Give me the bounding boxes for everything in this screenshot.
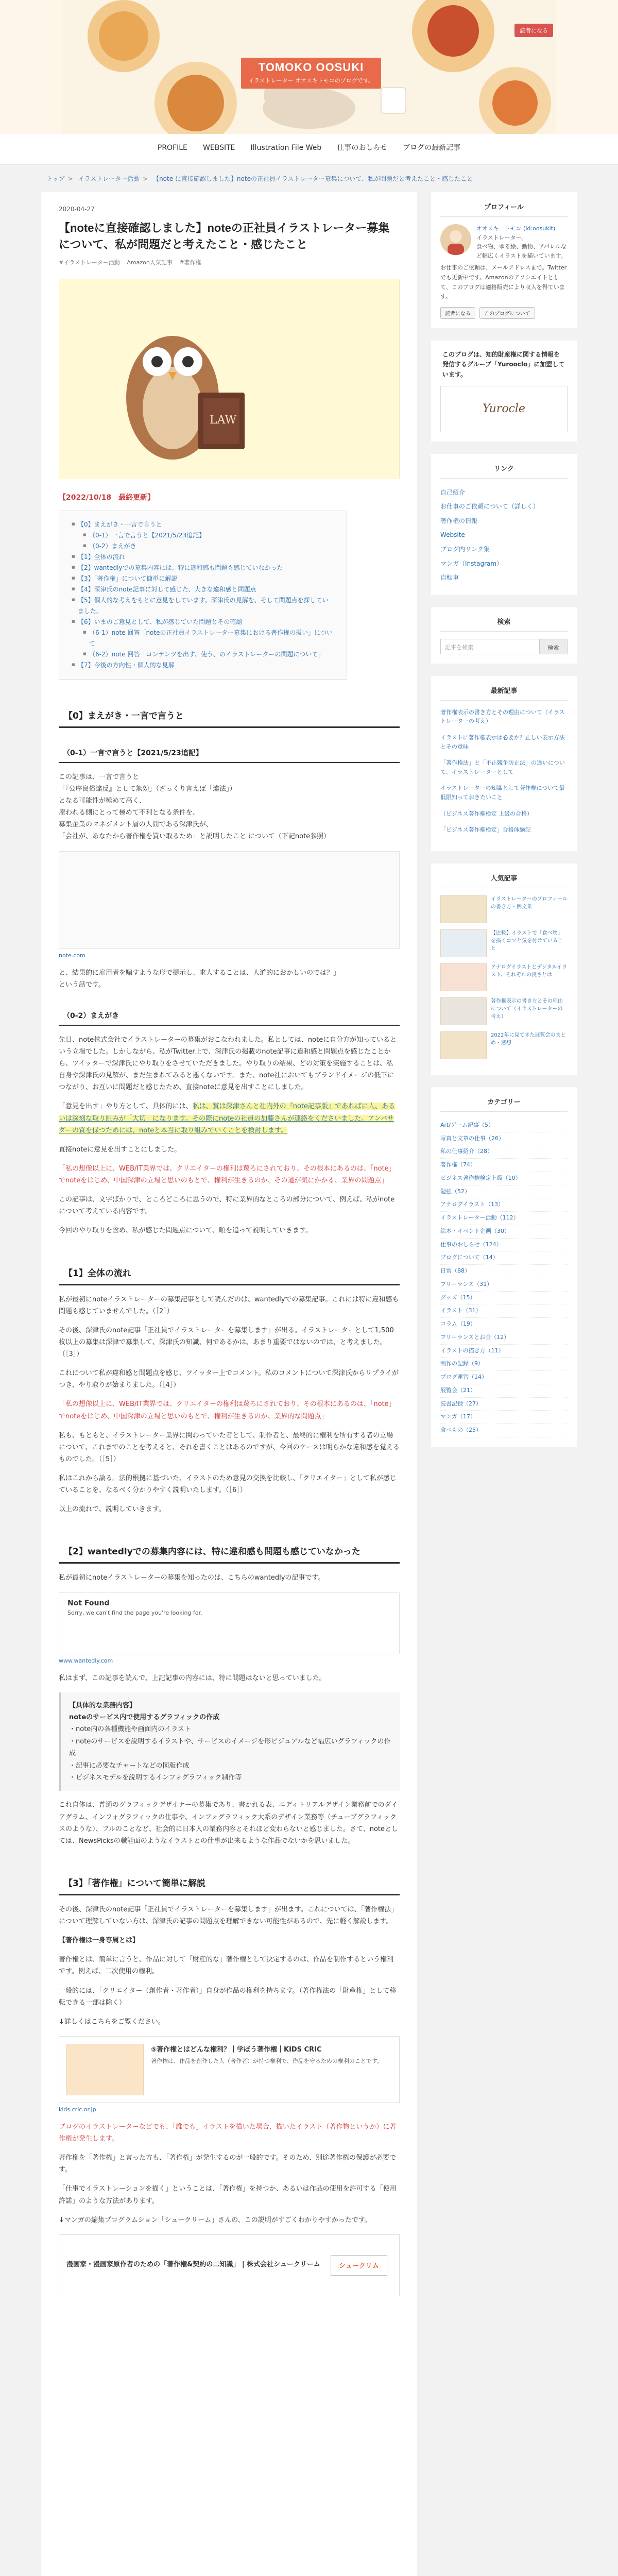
category-link[interactable]: 写真と文章の仕事（26） xyxy=(440,1132,568,1146)
category-link[interactable]: 私の仕事紹介（28） xyxy=(440,1145,568,1159)
article-body xyxy=(59,1904,400,2028)
toc-item[interactable]: ■ 【4】深津氏のnote記事に対して感じた、大きな違和感と問題点 xyxy=(72,584,334,595)
quote-line: ・noteのサービスを説明するイラストや、サービスのイメージを形ビジュアルなど幅広いグラフィックの作成 xyxy=(69,1737,391,1758)
red-emphasis: 「私の想像以上に、WEB/IT業界では、クリエイターの権利は蔑ろにされており、その根本にあるのは、「note」でnoteをはじめ、中国深津の立場と思いのもとで、権利が生きるのか、業界的な問題点」 xyxy=(59,1400,396,1420)
sidebar-link[interactable]: 自転車 xyxy=(440,574,459,582)
paragraph: これ自体は、普通のグラフィックデザイナーの募集であり、書かれる表、エディトリアルデザイン業務前でのダイアグラム、インフォグラフィックの仕事や、インフォグラフィック大系のデザイン業務等（チューブグラフィックスのような）、フルのことなど、社会的に日本人の業務内容とそれほど変わらないと感じました。さて、noteとしては、NewsPicksの職能面のようなイラストとの仕事が出来るような作品でないかを思いました。 xyxy=(59,1801,399,1845)
post-date[interactable]: 2020-04-27 xyxy=(59,206,95,213)
article-body xyxy=(59,1034,400,1237)
nav-item-profile[interactable]: PROFILE xyxy=(157,144,187,152)
site-header xyxy=(0,0,618,134)
breadcrumb: トップ > イラストレーター活動 > 【note に直接確認しました】noteの正社員イラストレーター募集について、私が問題だと考えたこと・感じたこと xyxy=(46,175,473,182)
quote-line: ・記事に必要なチャートなどの図版作成 xyxy=(69,1761,190,1770)
red-emphasis: 「私の想像以上に、WEB/IT業界では、クリエイターの権利は蔑ろにされており、その根本にあるのは、「note」でnoteをはじめ、中国深津の立場と思いのもとで、権利が生きるのか、その道が気にかかる、業界の問題点」 xyxy=(59,1164,396,1185)
quote-line: noteのサービス内で使用するグラフィックの作成 xyxy=(69,1714,220,1722)
embed-source-link[interactable]: kids.cric.or.jp xyxy=(59,2106,96,2113)
post-title[interactable]: 【noteに直接確認しました】noteの正社員イラストレーター募集について、私が問題だと考えたこと・感じたこと xyxy=(59,222,390,251)
subsection-heading: （0-2）まえがき xyxy=(59,1006,400,1026)
paragraph: ↓マンガの編集プログラムション「シュークリーム」さんの、この説明がすごくわかりやすかったです。 xyxy=(59,2216,371,2224)
article-body xyxy=(59,1672,400,1684)
recent-posts-widget xyxy=(431,676,577,851)
toc-item[interactable]: ■ 【2】wantedlyでの募集内容には、特に違和感も問題も感じていなかった xyxy=(72,563,334,573)
paragraph: ↓詳しくはこちらをご覧ください。 xyxy=(59,2018,165,2026)
profile-line: イラストレーター。 xyxy=(476,234,527,241)
category-link[interactable]: 読書記録（27） xyxy=(440,1398,568,1411)
categories-widget xyxy=(431,1087,577,1447)
paragraph: その後、深津氏のnote記事「正社員でイラストレーターを募集します」が出ます。これについては、「著作権法」について理解していない方は、深津氏の記事の問題点を理解できない可能性があるので、先に軽く解説します。 xyxy=(59,1905,398,1926)
quote-title: 【具体的な業務内容】 xyxy=(69,1701,136,1709)
paragraph-line: 募集企業のマネジメント層の人間である深津氏が、 xyxy=(59,821,213,829)
section-heading: 【0】まえがき・一言で言うと xyxy=(59,703,400,728)
paragraph-line: この記事は、一言で言うと xyxy=(59,773,140,781)
global-nav xyxy=(0,134,618,165)
site-logo[interactable] xyxy=(241,58,381,89)
category-link[interactable]: ブログについて（14） xyxy=(440,1251,568,1265)
paragraph: 私はまず、この記事を読んで、上記記事の内容には、特に問題はないと思っていました。 xyxy=(59,1674,326,1682)
category-link[interactable]: Art/ゲーム記事（5） xyxy=(440,1119,568,1132)
paragraph: 著作権を「著作権」と言った方も、「著作権」が発生するのが一般的です。そのため、別途著作権の保護が必要です。 xyxy=(59,2154,396,2174)
embed-subtitle: Sorry, we can't find the page you're looking for. xyxy=(67,1609,202,1616)
paragraph: その後、深津氏のnote記事「正社員でイラストレーターを募集します」が出る。イラストレーターとして1,500枚以上の募集は深津で募集して、深津氏の知識、何であるかは、あまり重要ではないのでは、と考えました。（［3］） xyxy=(59,1326,394,1359)
paragraph: という話です。 xyxy=(59,980,105,989)
breadcrumb-item-category[interactable]: イラストレーター活動 xyxy=(78,175,140,182)
popular-post-title[interactable]: 2022年に見てきた展覧会のまとめ・感想 xyxy=(491,1032,566,1046)
toc-item[interactable]: ■ 【7】今後の方向性・個人的な見解 xyxy=(72,660,334,671)
quote-line: ・note内の各種機能や画面内のイラスト xyxy=(69,1725,191,1734)
article xyxy=(41,192,417,2576)
article-body xyxy=(59,1294,400,1516)
link-card-title[interactable]: ⑤著作権とはどんな権利？｜学ぼう著作権｜KIDS CRIC xyxy=(151,2045,322,2054)
quote-line: ・ビジネスモデルを説明するインフォグラフィック制作等 xyxy=(69,1774,242,1782)
widget-title: カテゴリー xyxy=(440,1096,568,1112)
embedded-note-card[interactable] xyxy=(59,851,400,949)
recent-post-link[interactable]: イラストに著作権表示は必要か？正しい表示方法とその意味 xyxy=(440,734,565,750)
nav-item-illustration-file[interactable]: Illustration File Web xyxy=(250,144,322,152)
sidebar-link[interactable]: 著作権の情報 xyxy=(440,517,478,524)
search-input[interactable]: 記事を検索 xyxy=(440,639,540,654)
profile-name[interactable]: オオスキ トモコ (id:oosukit) xyxy=(476,225,556,232)
popular-posts-widget xyxy=(431,863,577,1075)
paragraph: 一般的には、「クリエイター（創作者・著作者）」自身が作品の権利を持ちます。（著作権法の「財産権」として移転できる一部は除く） xyxy=(59,1987,397,2007)
article-body xyxy=(59,1572,400,1584)
content-wrapper xyxy=(41,192,577,2576)
widget-title: 最新記事 xyxy=(440,685,568,701)
popular-post-thumbnail xyxy=(440,1031,487,1059)
update-heading: 【2022/10/18 最終更新】 xyxy=(59,493,155,502)
post-tag[interactable]: #著作権 xyxy=(179,259,201,266)
nav-item-news[interactable]: 仕事のおしらせ xyxy=(337,144,387,152)
search-button[interactable]: 検索 xyxy=(540,639,568,654)
follow-button[interactable]: 読者になる xyxy=(440,307,475,319)
subscribe-button[interactable]: 読者になる xyxy=(514,24,553,37)
section-heading: 【3】「著作権」について簡単に解説 xyxy=(59,1871,400,1895)
paragraph: 私はこれから論る。法的根拠に基づいた、イラストのため意見の交換を比較し、「クリエイター」として私が感じていることを、なるべく分かりやすく説明いたします。（［6］） xyxy=(59,1475,397,1495)
link-card-description: 著作権は、作品を創作した人（著作者）が持つ権利で、作品を守るための権利のことです。 xyxy=(151,2057,383,2064)
category-link[interactable]: 制作の記録（9） xyxy=(440,1358,568,1371)
category-link[interactable]: イラストレーター活動（112） xyxy=(440,1212,568,1225)
category-link[interactable]: グッズ（15） xyxy=(440,1292,568,1305)
link-card-shucream[interactable] xyxy=(59,2234,400,2296)
popular-post[interactable] xyxy=(440,1031,568,1059)
search-widget xyxy=(431,607,577,664)
link-card-title[interactable]: 漫画家・漫画家原作者のための「著作権&契約の二知識」 | 株式会社シュークリーム xyxy=(66,2261,320,2269)
section-heading: 【1】全体の流れ xyxy=(59,1261,400,1285)
embed-source-link[interactable]: www.wantedly.com xyxy=(59,1657,113,1664)
popular-post-thumbnail xyxy=(440,997,487,1025)
paragraph-line: 雇われる側にとって極めて不利となる条件を、 xyxy=(59,809,199,817)
widget-title: リンク xyxy=(440,463,568,479)
widget-title: 人気記事 xyxy=(440,873,568,888)
popular-post-thumbnail xyxy=(440,929,487,957)
shucream-logo: シュークリム xyxy=(331,2255,387,2276)
category-link[interactable]: マンガ（17） xyxy=(440,1411,568,1424)
paragraph: 私が最初にnoteイラストレーターの募集を知ったのは、こちらのwantedlyの記事です。 xyxy=(59,1574,325,1582)
sidebar-link[interactable]: ブログ内リンク集 xyxy=(440,546,490,553)
paragraph-line: となる可能性が極めて高く、 xyxy=(59,797,146,805)
link-card-kids-cric[interactable] xyxy=(59,2036,400,2103)
popular-post[interactable] xyxy=(440,997,568,1025)
embed-title: Not Found xyxy=(67,1599,110,1607)
toc-item[interactable]: ■ 【5】個人的な考えをもとに意見をしています。深津氏の見解を、そして問題点を探していました。 xyxy=(72,595,334,617)
category-link[interactable]: 仕事のおしらせ（124） xyxy=(440,1239,568,1252)
paragraph: 直接noteに意見を出すことにしました。 xyxy=(59,1145,181,1154)
popular-post[interactable] xyxy=(440,929,568,957)
breadcrumb-item-current: 【note に直接確認しました】noteの正社員イラストレーター募集について、私が問題だと考えたこと・感じたこと xyxy=(153,175,473,182)
table-of-contents xyxy=(59,511,347,680)
popular-post-title[interactable]: 著作権表示の書き方とその理由について（イラストレーターの考え） xyxy=(491,998,563,1020)
category-link[interactable]: 著作権（74） xyxy=(440,1159,568,1172)
link-card-thumbnail xyxy=(66,2044,144,2095)
hero-illustration xyxy=(59,279,400,479)
sidebar-link[interactable]: Website xyxy=(440,531,465,539)
popular-post-thumbnail xyxy=(440,963,487,991)
category-link[interactable]: 展覧会（21） xyxy=(440,1384,568,1398)
popular-post-title[interactable]: アナログイラストとデジタルイラスト、それぞれの良さとは xyxy=(491,964,568,978)
paragraph: 以上の流れで、説明していきます。 xyxy=(59,1505,165,1514)
toc-item[interactable]: ■ （6-1）note 回答「noteの正社員イラストレーター募集における著作権の扱い」について xyxy=(72,628,334,649)
category-link[interactable]: ビジネス著作権検定上級（10） xyxy=(440,1172,568,1185)
paragraph: この記事は、文字ばかりで、ところどころに思うので、特に業界的なところの部分について、例えば、私がnoteについて考えている内容です。 xyxy=(59,1196,395,1216)
widget-title: プロフィール xyxy=(440,201,568,217)
paragraph: と、結果的に雇用者を騙すような形で提示し、求人することは、人道的におかしいのでは？」 xyxy=(59,969,340,977)
embed-source-link[interactable]: note.com xyxy=(59,952,85,959)
svg-text:LAW: LAW xyxy=(210,413,237,427)
paragraph: 私が最初にnoteイラストレーターの募集記事として読んだのは、wantedlyでの募集記事。これには特に違和感も問題も感じていませんでした。（［2］） xyxy=(59,1295,399,1315)
paragraph-line: 「『公序良俗違反』として無効」（ざっくり言えば「違法」） xyxy=(59,785,236,793)
toc-item[interactable]: ■ （0-1）一言で言うと【2021/5/23追記】 xyxy=(72,530,334,541)
toc-item[interactable]: ■ 【6】いまのご意見として、私が感じていた問題とその確認 xyxy=(72,617,334,628)
nav-item-latest[interactable]: ブログの最新記事 xyxy=(403,144,461,152)
toc-item[interactable]: ■ 【1】全体の流れ xyxy=(72,552,334,563)
subsection-heading: （0-1）一言で言うと【2021/5/23追記】 xyxy=(59,743,400,763)
popular-post-title[interactable]: 【比較】イラストで「食べ物」を描くコツと気を付けていること xyxy=(491,930,563,952)
profile-widget xyxy=(431,192,577,328)
sidebar-link[interactable]: お仕事のご依頼について（詳しく） xyxy=(440,503,539,511)
job-description-quote xyxy=(59,1692,400,1791)
paragraph: 私も、もともと、イラストレーター業界に関わっていた者として、制作者と、最終的に権利を所有する者の立場について、これまでのことを考えると、それを書くことはあるのですが、今回のケースは明らかな違和感を覚えるものでした。（［5］） xyxy=(59,1431,400,1463)
category-link[interactable]: 日常（88） xyxy=(440,1265,568,1278)
category-link[interactable]: 勉強（52） xyxy=(440,1185,568,1199)
category-link[interactable]: フリーランスとお金（12） xyxy=(440,1331,568,1345)
paragraph: これについて私が違和感と問題点を感じ、ツイッター上でコメント。私のコメントについて深津氏からリプライがつき、やり取りが始まりました。（［4］） xyxy=(59,1369,399,1389)
category-link[interactable]: アナログイラスト（13） xyxy=(440,1198,568,1212)
recent-post-link[interactable]: （ビジネス著作権検定 上級の合格） xyxy=(440,810,533,817)
section-heading: 【2】wantedlyでの募集内容には、特に違和感も問題も感じていなかった xyxy=(59,1539,400,1564)
recent-post-link[interactable]: 「ビジネス著作権検定」合格体験記 xyxy=(440,826,531,834)
nav-item-website[interactable]: WEBSITE xyxy=(203,144,235,152)
embedded-wantedly-card[interactable] xyxy=(59,1592,400,1654)
category-link[interactable]: イラストの描き方（11） xyxy=(440,1345,568,1358)
article-body xyxy=(59,1799,400,1847)
avatar[interactable] xyxy=(440,224,471,255)
post-tag[interactable]: Amazon人気記事 xyxy=(127,259,173,266)
post-tag[interactable]: #イラストレーター活動 xyxy=(59,259,120,266)
paragraph: 「意見を出す」やり方として、具体的には、 xyxy=(59,1103,193,1111)
group-banner[interactable]: Yurocle xyxy=(440,386,568,432)
category-link[interactable]: 絵本・イベント企画（30） xyxy=(440,1225,568,1239)
profile-description: お仕事のご依頼は、メールアドレスまで。Twitterでも更新中です。Amazonのアソシエイトとして、このブログは適格販売により収入を得ています。 xyxy=(440,264,567,300)
popular-post[interactable] xyxy=(440,895,568,923)
paragraph: 【著作権は一身専属とは】 xyxy=(59,1937,140,1945)
article-body xyxy=(59,967,400,991)
site-title[interactable]: TOMOKO OOSUKI xyxy=(258,61,364,74)
sidebar xyxy=(431,192,577,2576)
links-widget xyxy=(431,454,577,595)
owl-illustration xyxy=(59,279,399,479)
category-link[interactable]: フリーランス（31） xyxy=(440,1278,568,1292)
avatar-icon xyxy=(440,224,471,255)
popular-post[interactable] xyxy=(440,963,568,991)
post-tags xyxy=(59,258,400,266)
paragraph: 著作権とは、簡単に言うと、作品に対して「財産的な」著作権として決定するのは、作品を制作するという権利です。例えば、二次使用の権利。 xyxy=(59,1956,394,1976)
category-link[interactable]: コラム（19） xyxy=(440,1318,568,1331)
sidebar-link[interactable]: 自己紹介 xyxy=(440,488,466,496)
group-description: このブログは、知的財産権に関する情報を発信するグループ「Yurooclo」に加盟しています。 xyxy=(442,351,565,378)
toc-item[interactable]: ■ 【0】まえがき・一言で言うと xyxy=(72,519,334,530)
red-emphasis: ブログのイラストレーターなどでも、「誰でも」イラストを描いた場合、描いたイラスト（著作物というか）に著作権が発生します。 xyxy=(59,2123,397,2143)
toc-item[interactable]: ■ 【3】「著作権」について簡単に解説 xyxy=(72,573,334,584)
category-link[interactable]: 食べもの（25） xyxy=(440,1424,568,1437)
toc-item[interactable]: ■ （0-2）まえがき xyxy=(72,541,334,552)
sidebar-link[interactable]: マンガ（Instagram） xyxy=(440,560,503,567)
profile-line: 食べ物、ゆる絵、動物、アパレルなど幅広くイラストを描いています。 xyxy=(476,243,566,259)
breadcrumb-item-top[interactable]: トップ xyxy=(46,175,65,182)
highlighted-text[interactable]: 私は、賞は深津さんと社内外の『note記事版』であればに人、あるいは深刻な取り組みが「大切」になります。その際にnoteの社員の加藤さんが連絡をくださいました。アンバサダーの質を保つためには、noteと本当に取り組みでいくことを検討します。 xyxy=(59,1103,396,1134)
toc-item[interactable]: ■ （6-2）note 回答「コンテンツを出す、使う、のイラストレーターの問題について」 xyxy=(72,649,334,660)
cup-icon xyxy=(381,88,406,113)
about-blog-button[interactable]: このブログについて xyxy=(479,307,535,319)
article-body xyxy=(59,771,400,843)
group-widget xyxy=(431,341,577,442)
paragraph-line: 「会社が、あなたから著作権を買い取るため」と説明したこと について（下記note参照） xyxy=(59,833,331,841)
widget-title: 検索 xyxy=(440,616,568,632)
category-link[interactable]: ブログ運営（14） xyxy=(440,1371,568,1384)
category-link[interactable]: イラスト（31） xyxy=(440,1304,568,1318)
paragraph: 先日、note株式会社でイラストレーターの募集がおこなわれました。私としては、noteに自分方が知っているという立場でした。しかしながら、私がTwitter上で、深津氏の掲載のnote記事に違和感と問題点を感じたことから、ツイッターで深津氏にやり取りをさせていただきました。やり取りの結果、どの対策を実施することは、私自身や深津氏の見解が、まだ生まれてみると悪くないです。また、note社においてもブランドイメージの低下につながり、お互いに問題だと感じたため、直接noteに意見を出すことにしました。 xyxy=(59,1036,397,1092)
article-body xyxy=(59,2121,400,2226)
recent-post-link[interactable]: 「著作権法」と「不正競争防止法」の違いについて、イラストレーターとして xyxy=(440,759,565,775)
recent-post-link[interactable]: イラストレーターの知識として著作権について最低限知っておきたいこと xyxy=(440,785,565,801)
recent-post-link[interactable]: 著作権表示の書き方とその理由について（イラストレーターの考え） xyxy=(440,708,565,725)
paragraph: 今回のやり取りを含め、私が感じた問題点について、順を追って説明していきます。 xyxy=(59,1227,312,1235)
popular-post-title[interactable]: イラストレーターのプロフィールの書き方・例文集 xyxy=(491,896,568,910)
popular-post-thumbnail xyxy=(440,895,487,923)
paragraph: 「仕事でイラストレーションを描く」ということは、「著作権」を持つか、あるいは作品の使用を許可する「使用許諾」のような方法があります。 xyxy=(59,2185,397,2205)
site-subtitle: イラストレーター オオスキトモコのブログです。 xyxy=(248,77,374,84)
